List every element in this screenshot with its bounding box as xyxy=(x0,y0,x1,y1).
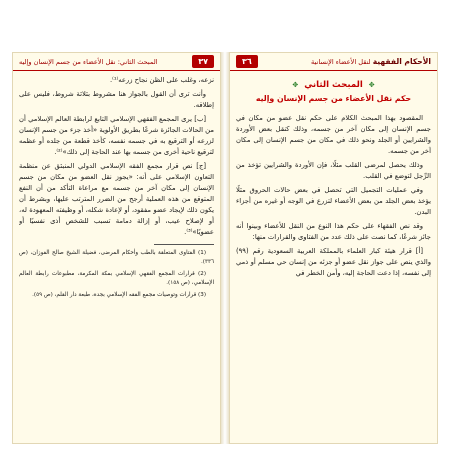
section-subtitle: حكم نقل الأعضاء من جسم الإنسان وإليه xyxy=(255,94,412,103)
left-paragraph: وأنت ترى أن القول بالجواز هنا مشروط بثلاثة شروط، فليس على إطلاقه. xyxy=(19,90,214,109)
right-paragraph: وذلك يحصل لمرضى القلب مثلًا، فإن الأوردة والشرايين تؤخذ من الرِّجل لتوضع في القلب. xyxy=(236,161,431,180)
right-page xyxy=(229,52,438,444)
section-title: المبحث الثاني xyxy=(304,80,363,90)
footnote: (3) قرارات وتوصيات مجمع الفقه الإسلامي بجدة، طبعة دار القلم، (ص ٥٩). xyxy=(32,292,206,298)
footnote: (2) قرارات المجمع الفقهي الإسلامي بمكة المكرمة، مطبوعات رابطة العالم الإسلامي، (ص ١٥٨). xyxy=(19,271,214,286)
right-paragraph: وقد نص الفقهاء على حكم هذا النوع من النقل للأعضاء وبينوا أنه جائز شرعًا، كما نصت على ذلك عدد من الفتاوى والقرارات منها: xyxy=(236,222,431,241)
left-paragraph: [ب] يرى المجمع الفقهي الإسلامي التابع لرابطة العالم الإسلامي أن من الحالات الجائزة شرعًا بطريق الأولوية «أخذ جزء من جسم الإنسان لزرعه أو الترقيع به في جسمه نفسه، كأخذ قطعة من جلده أو عظمه لترقيع ناحية أخرى من جسمه بها عند الحاجة إلى ذلك»⁽²⁾. xyxy=(19,115,214,156)
running-head-book-title: الأحكام الفقهية xyxy=(372,57,431,66)
ornament-icon: ✥ xyxy=(292,81,299,89)
left-page-header xyxy=(13,53,220,71)
left-page-body xyxy=(19,75,214,439)
left-paragraph: نزعه، وغلب على الظن نجاح زرعه⁽¹⁾. xyxy=(109,76,214,84)
right-paragraph: وفي عمليات التجميل التي تحصل في بعض حالات الحروق مثلًا يؤخذ بعض الجلد من بعض الأعضاء لتزرع في الوجه أو غيره من أجزاء البدن. xyxy=(236,186,431,216)
footnote: (1) الفتاوى المتعلقة بالطب وأحكام المرضى، فضيلة الشيخ صالح الفوزان، (ص ٣٣٦). xyxy=(19,250,214,265)
left-page-number: ٣٧ xyxy=(192,55,214,68)
right-paragraph: [أ] قرار هيئة كبار العلماء بالمملكة العربية السعودية رقم (٩٩) والذي ينص على جواز نقل عضو أو جزئه من إنسان حي مسلم أو ذمي إلى نفسه، إذا دعت الحاجة إليه، وأمن الخطر في xyxy=(236,247,431,277)
left-running-head: المبحث الثاني: نقل الأعضاء من جسم الإنسان وإليه xyxy=(19,57,158,66)
right-page-body xyxy=(236,75,431,439)
right-page-number: ٣٦ xyxy=(236,55,258,68)
left-page xyxy=(12,52,221,444)
footnote-separator xyxy=(154,244,214,245)
ornament-icon: ✥ xyxy=(368,81,375,89)
right-page-header xyxy=(230,53,437,71)
book-gutter xyxy=(221,52,229,444)
right-paragraph: المقصود بهذا المبحث الكلام على حكم نقل عضو من مكان في جسم الإنسان إلى مكان آخر من جسمه، وذلك كنقل بعض الأوردة والشرايين أو الجلد ونحو ذلك في مكان من جسم الإنسان إلى مكان آخر من جسمه. xyxy=(236,114,431,155)
right-running-head xyxy=(311,57,431,66)
section-heading xyxy=(236,79,431,92)
running-head-book-subtitle: لنقل الأعضاء الإنسانية xyxy=(311,58,371,66)
left-paragraph: [ج] نص قرار مجمع الفقه الإسلامي الدولي المنبثق عن منظمة التعاون الإسلامي على أنه: «يجوز نقل العضو من مكان من جسم الإنسان إلى مكان آخر من جسمه مع مراعاة التأكد من أن النفع المتوقع من هذه العملية أرجح من الضرر المترتب عليها، وبشرط أن يكون ذلك لإيجاد عضو مفقود، أو لإعادة شكله، أو وظيفته المعهودة له، أو لإصلاح عيب، أو إزالة دمامة تسبب للشخص أذى نفسيًا أو عضويًا»⁽³⁾. xyxy=(19,162,214,236)
